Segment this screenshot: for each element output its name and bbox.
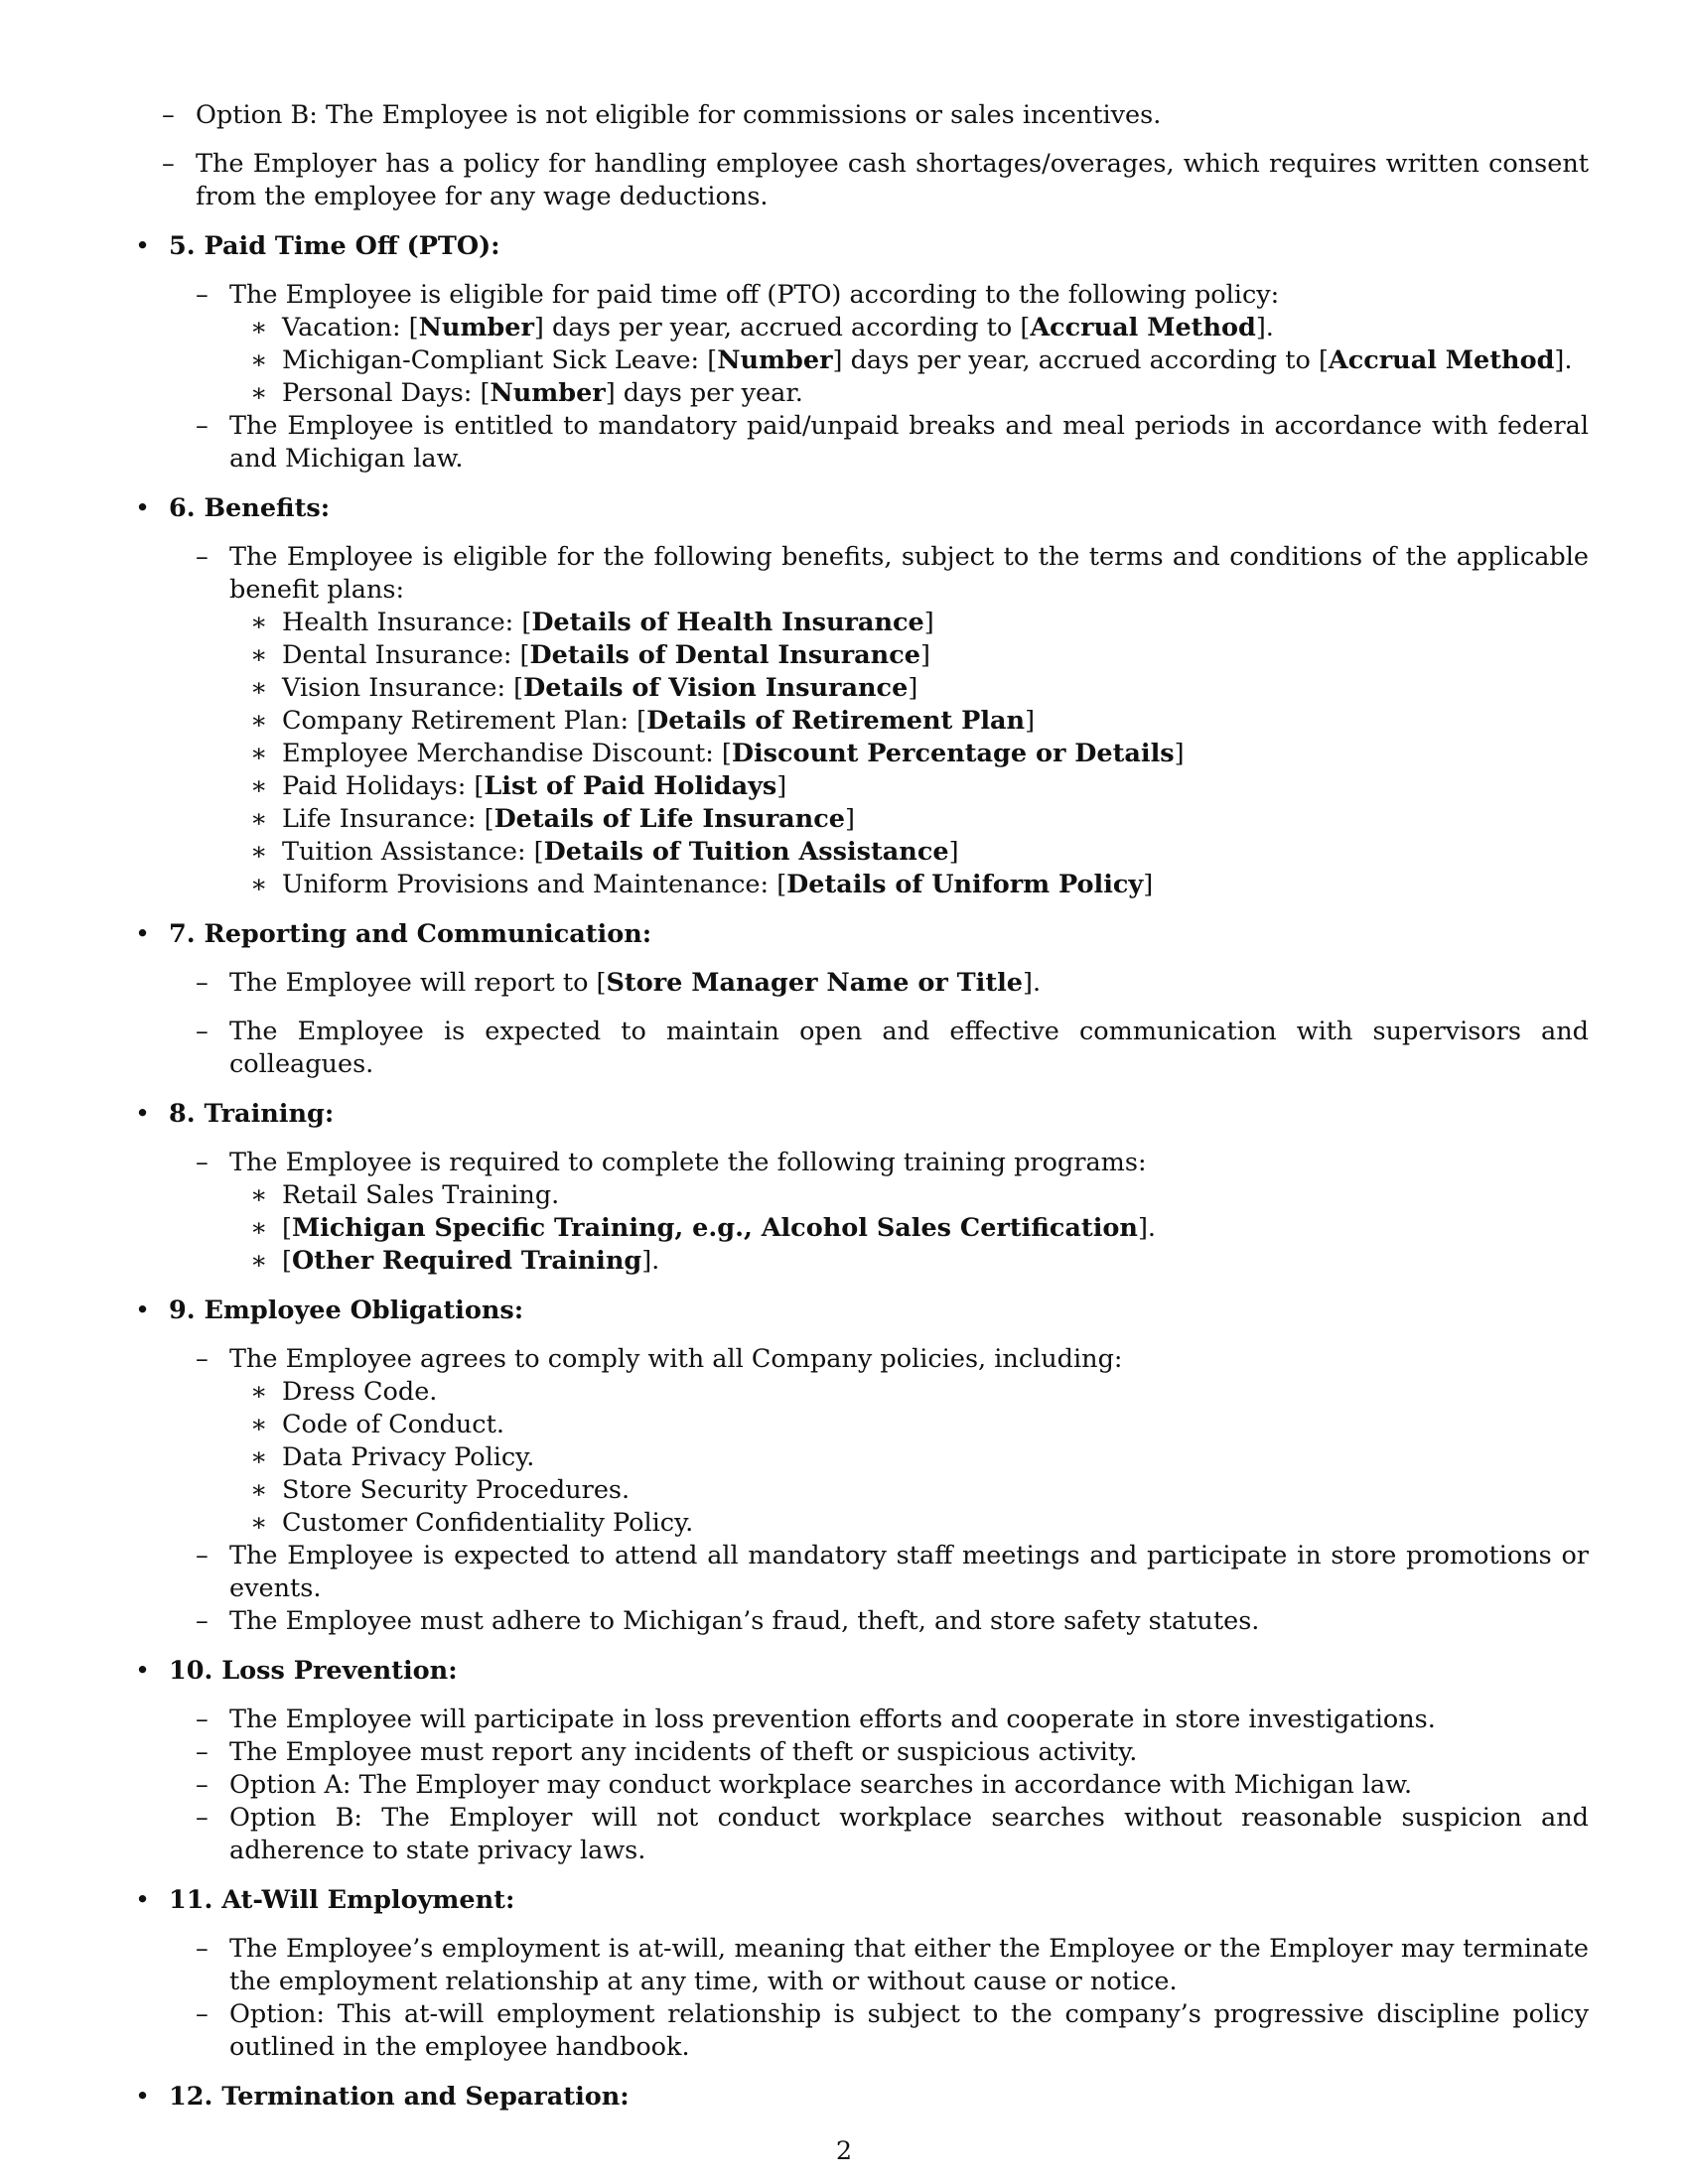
label-text: Customer Confidentiality Policy. (282, 1508, 694, 1538)
bullet-marker: • (135, 1656, 151, 1686)
label-text: Code of Conduct. (282, 1410, 504, 1439)
label-text: ] (844, 804, 855, 834)
sub-item (229, 344, 1589, 377)
list-item (169, 1147, 1589, 1278)
section-5 (135, 230, 1589, 476)
label-text: ] days per year, accrued according to [ (533, 313, 1031, 342)
list-item (169, 410, 1589, 476)
paragraph: Option: This at-will employment relationship is subject to the company’s progressive discipline policy outlined in the employee handbook. (229, 1999, 1589, 2062)
label-text: Uniform Provisions and Maintenance: [ (282, 870, 787, 899)
label-text: ] (923, 608, 934, 637)
label-text: Data Privacy Policy. (282, 1442, 535, 1472)
sub-item (229, 1179, 1589, 1212)
placeholder-field: Details of Dental Insurance (529, 640, 920, 670)
placeholder-field: Michigan Specific Training, e.g., Alcohol Sales Certification (291, 1213, 1138, 1243)
asterisk-marker: ∗ (250, 1475, 268, 1505)
placeholder-field: Number (490, 378, 606, 408)
list-item (169, 1998, 1589, 2064)
label-text: Vacation: [ (282, 313, 419, 342)
label-text: ] (1174, 739, 1185, 768)
dash-marker: – (196, 1999, 209, 2029)
dash-marker: – (196, 1737, 209, 1767)
label-text: Vision Insurance: [ (282, 673, 524, 703)
paragraph (229, 967, 1589, 1000)
placeholder-field: List of Paid Holidays (484, 771, 777, 801)
paragraph: Option B: The Employer will not conduct workplace searches without reasonable suspicion and adherence to state privacy laws. (229, 1803, 1589, 1865)
dash-marker: – (196, 1705, 209, 1734)
asterisk-marker: ∗ (250, 313, 268, 342)
sub-item: ∗ [Other Required Training]. (250, 1246, 660, 1276)
paragraph: The Employee must adhere to Michigan’s fraud, theft, and store safety statutes. (229, 1606, 1260, 1636)
paragraph: Option A: The Employer may conduct workplace searches in accordance with Michigan law. (229, 1770, 1413, 1800)
label-text: Health Insurance: [ (282, 608, 532, 637)
section-heading: 7. Reporting and Communication: (169, 919, 652, 949)
dash-marker: – (162, 149, 175, 179)
dash-marker: – (196, 1803, 209, 1833)
paragraph: The Employee must report any incidents of theft or suspicious activity. (229, 1737, 1138, 1767)
bullet-marker: • (135, 1099, 151, 1129)
label-text: Company Retirement Plan: [ (282, 706, 647, 736)
placeholder-field: Accrual Method (1030, 313, 1256, 342)
label-text: ] (776, 771, 787, 801)
list-item (135, 148, 1589, 213)
sub-item (229, 705, 1589, 738)
label-text: Tuition Assistance: [ (282, 837, 544, 867)
sub-item (229, 1474, 1589, 1507)
bullet-marker: • (135, 231, 151, 261)
placeholder-field: Accrual Method (1328, 345, 1555, 375)
list-item (169, 1540, 1589, 1605)
paragraph: The Employee is eligible for the following benefits, subject to the terms and conditions of the applicable benefit plans: (229, 542, 1589, 605)
section-8 (135, 1098, 1589, 1278)
label-text: ]. (1023, 968, 1042, 998)
sub-item (229, 738, 1589, 770)
sub-item (229, 1441, 1589, 1474)
sub-item (229, 1409, 1589, 1441)
placeholder-field: Details of Uniform Policy (786, 870, 1144, 899)
section-9 (135, 1295, 1589, 1638)
label-text: Dress Code. (282, 1377, 438, 1407)
asterisk-marker: ∗ (250, 1180, 268, 1210)
label-text: ] (1143, 870, 1154, 899)
label-text: Retail Sales Training. (282, 1180, 560, 1210)
label-text: ] (919, 640, 930, 670)
placeholder-field: Details of Vision Insurance (523, 673, 909, 703)
label-text: ]. (1255, 313, 1274, 342)
asterisk-marker: ∗ (250, 1377, 268, 1407)
list-item (169, 967, 1589, 1000)
section-10 (135, 1655, 1589, 1867)
dash-marker: – (196, 1606, 209, 1636)
sub-item (229, 836, 1589, 869)
placeholder-field: Number (717, 345, 833, 375)
placeholder-field: Details of Tuition Assistance (543, 837, 949, 867)
label-text: ] (1025, 706, 1036, 736)
label-text: Life Insurance: [ (282, 804, 494, 834)
bullet-marker: • (135, 1885, 151, 1915)
section-heading: 10. Loss Prevention: (169, 1656, 458, 1686)
sub-item (229, 770, 1589, 803)
paragraph: The Employee is eligible for paid time off (PTO) according to the following policy: (229, 280, 1280, 310)
placeholder-field: Details of Retirement Plan (646, 706, 1026, 736)
list-item (169, 1016, 1589, 1081)
asterisk-marker: ∗ (250, 1410, 268, 1439)
asterisk-marker: ∗ (250, 1442, 268, 1472)
asterisk-marker: ∗ (250, 640, 268, 670)
document-body (135, 99, 1589, 2114)
label-text: Dental Insurance: [ (282, 640, 530, 670)
placeholder-field: Details of Life Insurance (493, 804, 845, 834)
list-item (169, 1769, 1589, 1802)
placeholder-field: Store Manager Name or Title (606, 968, 1024, 998)
page-number: 2 (835, 2136, 853, 2166)
asterisk-marker: ∗ (250, 345, 268, 375)
dash-marker: – (196, 542, 209, 572)
asterisk-marker: ∗ (250, 771, 268, 801)
placeholder-field: Other Required Training (291, 1246, 642, 1276)
label-text: Personal Days: [ (282, 378, 491, 408)
section-heading: 8. Training: (169, 1099, 335, 1129)
paragraph: The Employee is expected to attend all mandatory staff meetings and participate in store promotions or events. (229, 1541, 1589, 1603)
asterisk-marker: ∗ (250, 706, 268, 736)
sub-item (229, 1507, 1589, 1540)
placeholder-field: Number (418, 313, 534, 342)
asterisk-marker: ∗ (250, 837, 268, 867)
paragraph: The Employee agrees to comply with all Company policies, including: (229, 1344, 1123, 1374)
asterisk-marker: ∗ (250, 673, 268, 703)
label-text: ] days per year. (605, 378, 803, 408)
bullet-marker: • (135, 1296, 151, 1325)
paragraph: The Employer has a policy for handling employee cash shortages/overages, which requires written consent from the employee for any wage deductions. (196, 149, 1589, 211)
sub-item (229, 377, 1589, 410)
sub-item (229, 639, 1589, 672)
asterisk-marker: ∗ (250, 1246, 268, 1276)
label-text: Paid Holidays: [ (282, 771, 485, 801)
sub-item (229, 869, 1589, 901)
label-text: Michigan-Compliant Sick Leave: [ (282, 345, 718, 375)
asterisk-marker: ∗ (250, 608, 268, 637)
obligations-list (229, 1376, 1589, 1540)
dash-marker: – (196, 280, 209, 310)
label-text: Employee Merchandise Discount: [ (282, 739, 732, 768)
asterisk-marker: ∗ (250, 378, 268, 408)
sub-item (229, 607, 1589, 639)
paragraph: The Employee is expected to maintain open and effective communication with supervisors and colleagues. (229, 1017, 1589, 1079)
sub-item (229, 1376, 1589, 1409)
asterisk-marker: ∗ (250, 1508, 268, 1538)
section-11 (135, 1884, 1589, 2064)
bullet-marker: • (135, 2082, 151, 2112)
benefits-list (229, 607, 1589, 901)
list-item (169, 1802, 1589, 1867)
bullet-marker: • (135, 919, 151, 949)
section-12 (135, 2081, 1589, 2114)
list-item (169, 1704, 1589, 1736)
section-heading: 11. At-Will Employment: (169, 1885, 515, 1915)
asterisk-marker: ∗ (250, 739, 268, 768)
section-heading: 5. Paid Time Off (PTO): (169, 231, 500, 261)
asterisk-marker: ∗ (250, 870, 268, 899)
asterisk-marker: ∗ (250, 1213, 268, 1243)
sub-item (229, 672, 1589, 705)
list-item (135, 99, 1589, 132)
section-heading: 6. Benefits: (169, 493, 331, 523)
paragraph: The Employee will participate in loss prevention efforts and cooperate in store investigations. (229, 1705, 1436, 1734)
section-heading: 12. Termination and Separation: (169, 2082, 630, 2112)
list-item (169, 1933, 1589, 1998)
section-heading: 9. Employee Obligations: (169, 1296, 524, 1325)
dash-marker: – (196, 968, 209, 998)
dash-marker: – (196, 1770, 209, 1800)
sub-item (229, 803, 1589, 836)
list-item (169, 541, 1589, 901)
section-4-continuation (135, 99, 1589, 213)
sub-item (229, 312, 1589, 344)
bullet-marker: • (135, 493, 151, 523)
section-7 (135, 918, 1589, 1081)
dash-marker: – (196, 1148, 209, 1177)
paragraph: The Employee’s employment is at-will, meaning that either the Employee or the Employer may terminate the employment relationship at any time, with or without cause or notice. (229, 1934, 1589, 1996)
list-item (169, 1736, 1589, 1769)
dash-marker: – (196, 411, 209, 441)
paragraph: The Employee is required to complete the following training programs: (229, 1148, 1147, 1177)
list-item (169, 1605, 1589, 1638)
paragraph: The Employee is entitled to mandatory paid/unpaid breaks and meal periods in accordance with federal and Michigan law. (229, 411, 1589, 474)
dash-marker: – (196, 1017, 209, 1046)
dash-marker: – (196, 1344, 209, 1374)
label-text: ] days per year, accrued according to [ (832, 345, 1329, 375)
section-6 (135, 492, 1589, 901)
list-item (169, 1343, 1589, 1540)
sub-item: ∗ [Michigan Specific Training, e.g., Alcohol Sales Certification]. (250, 1213, 1156, 1243)
label-text: The Employee will report to [ (229, 968, 607, 998)
label-text: ]. (1554, 345, 1573, 375)
paragraph: Option B: The Employee is not eligible for commissions or sales incentives. (196, 100, 1162, 130)
label-text: ] (908, 673, 918, 703)
dash-marker: – (162, 100, 175, 130)
asterisk-marker: ∗ (250, 804, 268, 834)
label-text: Store Security Procedures. (282, 1475, 631, 1505)
label-text: ] (948, 837, 959, 867)
placeholder-field: Discount Percentage or Details (731, 739, 1175, 768)
dash-marker: – (196, 1541, 209, 1570)
list-item (169, 279, 1589, 410)
dash-marker: – (196, 1934, 209, 1964)
placeholder-field: Details of Health Insurance (531, 608, 924, 637)
